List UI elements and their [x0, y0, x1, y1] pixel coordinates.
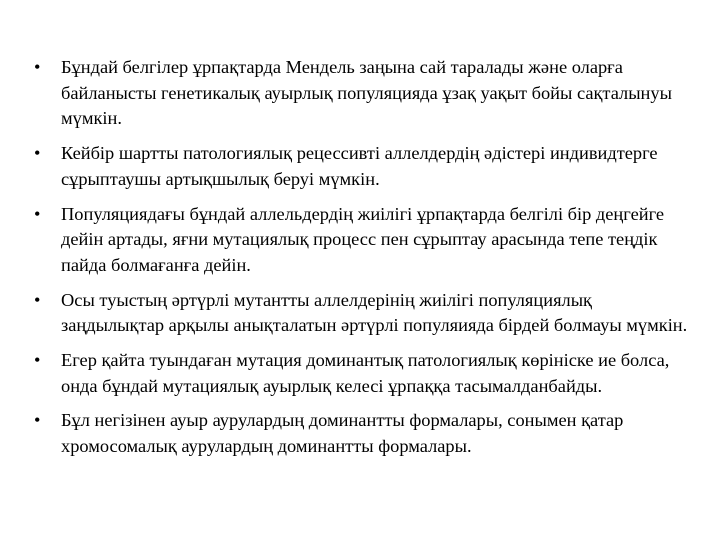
bullet-text: Кейбір шартты патологиялық рецессивті аллелдердің әдістері индивидтерге сұрыптаушы артықшылық беруі мүмкін. [61, 143, 658, 189]
bullet-item [34, 202, 694, 279]
bullet-dot-icon: • [34, 57, 41, 77]
bullet-list [34, 55, 694, 469]
bullet-item [34, 288, 694, 339]
bullet-item [34, 55, 694, 132]
bullet-dot-icon: • [34, 410, 41, 431]
bullet-text: Бұл негізінен ауыр аурулардың доминантты формалары, сонымен қатар хромосомалық аурулардың доминантты формалары. [61, 410, 624, 457]
bullet-text: Бұндай белгілер ұрпақтарда Мендель заңына сай таралады және оларға байланысты генетикалық ауырлық популяцияда ұзақ уақыт бойы сақталынуы мүмкін. [61, 57, 672, 129]
bullet-text: Егер қайта туындаған мутация доминантық патологиялық көрініске ие болса, онда бұндай мутациялық ауырлық келесі ұрпаққа тасымалданбайды. [61, 350, 670, 396]
bullet-dot-icon: • [34, 350, 41, 371]
bullet-item [34, 141, 694, 192]
bullet-text: Осы туыстың әртүрлі мутантты аллелдерінің жиілігі популяциялық заңдылықтар арқылы анықталатын әртүрлі популяияда бірдей болмауы мүмкін. [61, 289, 688, 336]
bullet-text: Популяциядағы бұндай аллельдердің жиілігі ұрпақтарда белгілі бір деңгейге дейін артады, яғни мутациялық процесс пен сұрыптау арасында тепе теңдік пайда болмағанға дейін. [61, 203, 665, 275]
bullet-item [34, 408, 694, 459]
bullet-item [34, 348, 694, 399]
bullet-dot-icon: • [34, 203, 41, 224]
bullet-dot-icon: • [34, 143, 41, 164]
bullet-dot-icon: • [34, 289, 41, 310]
